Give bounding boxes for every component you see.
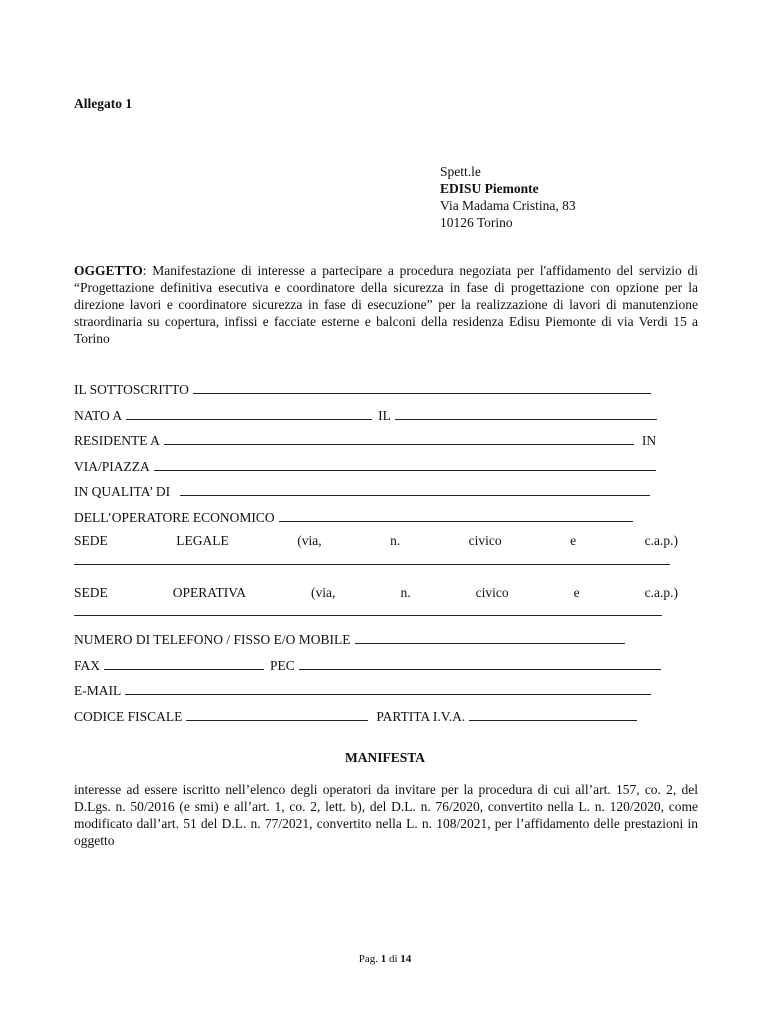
phone-label: NUMERO DI TELEFONO / FISSO E/O MOBILE [74,632,351,647]
legal-seat-input-line[interactable] [74,563,670,565]
subject-label: OGGETTO [74,263,143,278]
operating-seat-word-1: SEDE [74,584,108,600]
operating-seat-word-7: c.a.p.) [644,584,678,600]
fax-input-line[interactable] [104,656,264,670]
operating-seat-word-2: OPERATIVA [172,584,247,600]
recipient-city: 10126 Torino [440,215,513,230]
subject-text: : Manifestazione di interesse a partecipare a procedura negoziata per l'affidamento del servizio di “Progettazione definitiva esecutiva e coordinatore della sicurezza in fase di progettazione con opzione per la direzione lavori e coordinatore sicurezza in fase di esecuzione” per la realizzazione di lavori di manutenzione straordinaria su copertura, infissi e facciate esterne e balconi della residenza Edisu Piemonte di via Verdi 15 a Torino [74,263,698,346]
footer-page-total: 14 [400,953,412,965]
operating-seat-word-4: n. [400,584,411,600]
phone-input-line[interactable] [355,630,625,644]
legal-seat-row [74,533,678,559]
undersigned-label: IL SOTTOSCRITTO [74,382,189,397]
operator-label: DELL’OPERATORE ECONOMICO [74,509,275,525]
footer-page-number: 1 [380,953,387,965]
operating-seat-word-3: (via, [311,584,336,600]
tax-code-label: CODICE FISCALE [74,708,183,724]
resident-label: RESIDENTE A [74,433,160,448]
street-input-line[interactable] [154,457,656,471]
legal-seat-word-5: civico [468,533,502,548]
pec-label: PEC [270,657,295,673]
pec-input-line[interactable] [299,656,661,670]
legal-seat-word-2: LEGALE [176,533,229,548]
legal-seat-word-7: c.a.p.) [644,533,678,548]
legal-seat-word-1: SEDE [74,533,108,548]
operator-input-line[interactable] [279,508,633,522]
recipient-street: Via Madama Cristina, 83 [440,198,576,213]
born-on-label: IL [378,407,391,423]
annex-label: Allegato 1 [74,96,133,111]
field-row-birth [74,406,698,432]
fax-label: FAX [74,657,101,673]
undersigned-input-line[interactable] [193,380,651,394]
vat-label: PARTITA I.V.A. [376,708,466,724]
operating-seat-word-5: civico [475,584,509,600]
subject-paragraph [74,262,698,347]
page-footer [0,953,770,965]
email-input-line[interactable] [125,681,651,695]
form-fields [74,380,698,732]
legal-seat-word-3: (via, [297,533,322,548]
field-row-resident [74,431,698,457]
legal-seat-word-4: n. [390,533,401,548]
email-label: E-MAIL [74,683,122,698]
capacity-input-line[interactable] [180,482,650,496]
field-row-undersigned [74,380,698,406]
field-row-fax-pec [74,656,698,682]
section-heading: MANIFESTA [344,750,425,765]
vat-input-line[interactable] [469,707,637,721]
field-row-capacity [74,482,698,508]
field-row-tax [74,707,698,733]
recipient-address [440,163,576,231]
operating-seat-row [74,585,678,611]
declaration-paragraph: interesse ad essere iscritto nell’elenco degli operatori da invitare per la procedura di cui all’art. 157, co. 2, del D.Lgs. n. 50/2016 (e smi) e all’art. 1, co. 2, lett. b), del D.L. n. 76/2020, convertito nella L. n. 120/2020, come modificato dall’art. 51 del D.L. n. 77/2021, convertito nella L. n. 108/2021, per l’affidamento delle prestazioni in oggetto [74,782,698,848]
resident-input-line[interactable] [164,431,634,445]
operating-seat-word-6: e [573,584,580,600]
born-at-input-line[interactable] [126,406,372,420]
footer-prefix: Pag. [358,953,378,965]
recipient-salutation: Spett.le [440,164,481,179]
resident-in-label: IN [641,433,657,448]
operating-seat-input-line[interactable] [74,614,662,616]
tax-code-input-line[interactable] [186,707,368,721]
recipient-name: EDISU Piemonte [440,181,539,196]
field-row-street [74,457,698,483]
field-row-phone [74,630,698,656]
capacity-label: IN QUALITA’ DI [74,484,171,499]
street-label: VIA/PIAZZA [74,458,150,474]
born-at-label: NATO A [74,407,123,423]
born-on-input-line[interactable] [395,406,657,420]
field-row-email [74,681,698,707]
footer-of: di [388,953,398,965]
field-row-operator [74,508,698,534]
legal-seat-word-6: e [570,533,577,548]
